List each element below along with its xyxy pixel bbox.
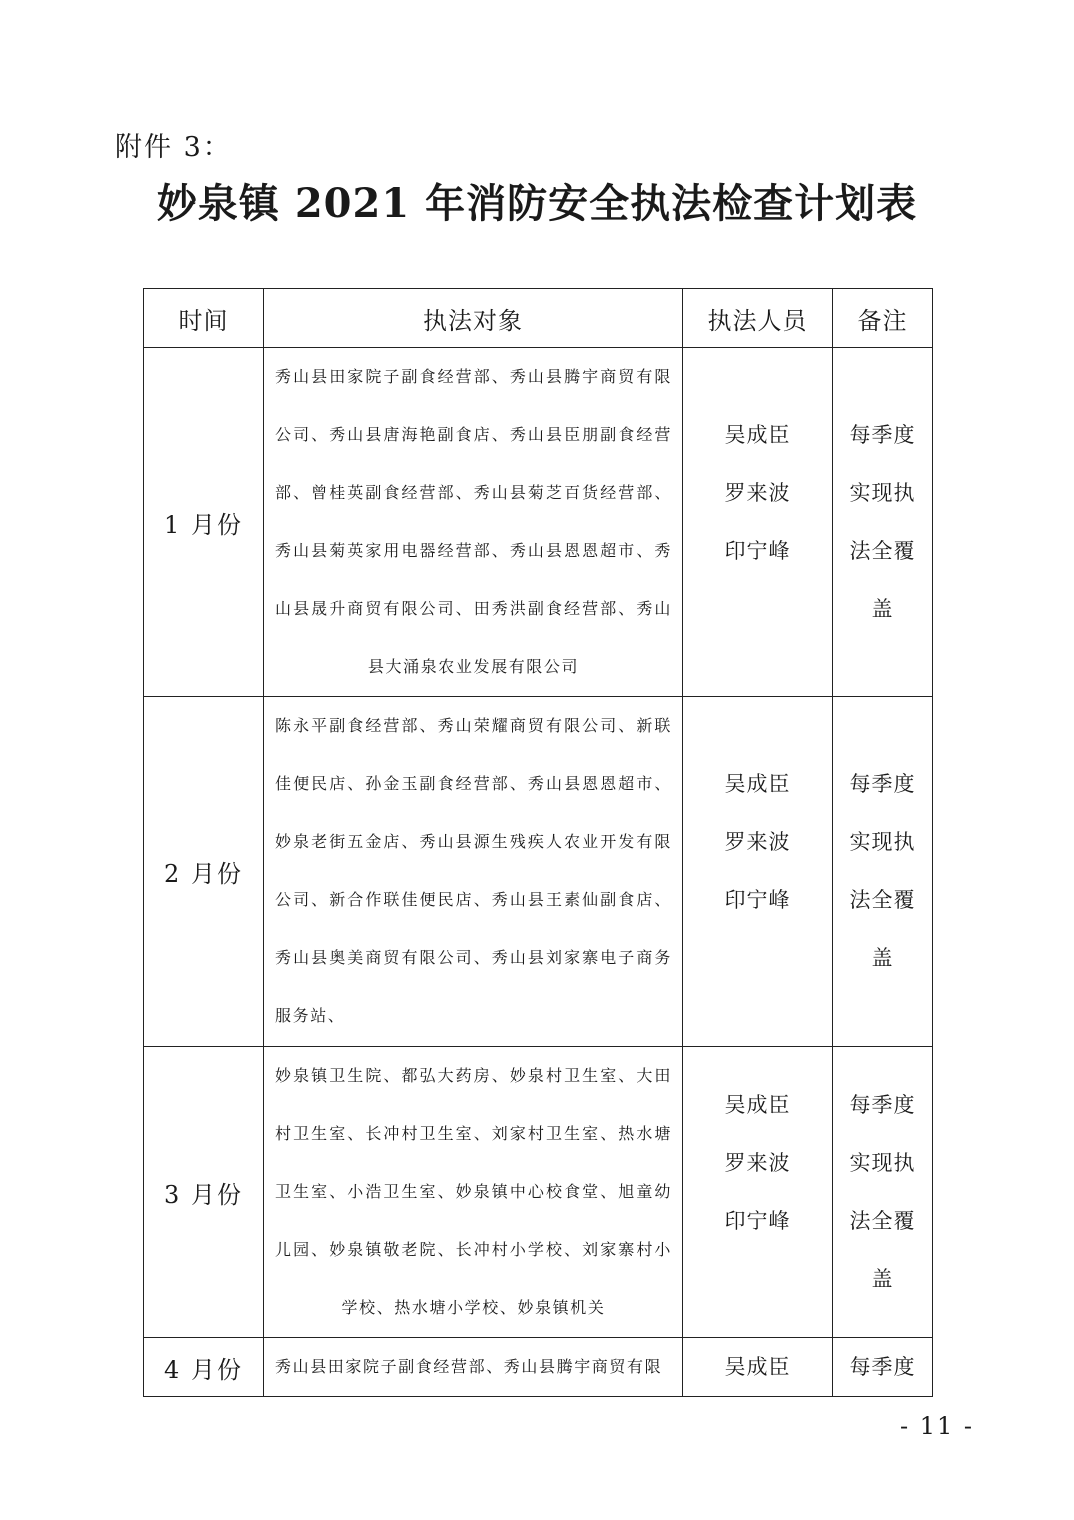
row-staff xyxy=(683,348,833,697)
table-header-row xyxy=(144,289,933,348)
inspection-plan-table xyxy=(143,288,933,1397)
staff-member: 印宁峰 xyxy=(724,539,791,563)
note-text: 每季度 xyxy=(849,1355,916,1379)
table-row xyxy=(144,348,933,697)
row-staff xyxy=(683,1047,833,1338)
row-note xyxy=(833,1047,933,1338)
row-month: 2 月份 xyxy=(144,697,264,1047)
document-title: 妙泉镇 2021 年消防安全执法检查计划表 xyxy=(156,180,918,227)
note-text: 每季度实现执法全覆盖 xyxy=(849,772,916,970)
row-targets: 妙泉镇卫生院、都弘大药房、妙泉村卫生室、大田村卫生室、长冲村卫生室、刘家村卫生室、热水塘卫生室、小浩卫生室、妙泉镇中心校食堂、旭童幼儿园、妙泉镇敬老院、长冲村小学校、刘家寨村小学校、热水塘小学校、妙泉镇机关 xyxy=(264,1047,683,1338)
table-row xyxy=(144,1047,933,1338)
row-month: 1 月份 xyxy=(144,348,264,697)
row-targets: 秀山县田家院子副食经营部、秀山县腾宇商贸有限 xyxy=(264,1338,683,1397)
header-staff: 执法人员 xyxy=(683,289,833,348)
row-targets: 陈永平副食经营部、秀山荣耀商贸有限公司、新联佳便民店、孙金玉副食经营部、秀山县恩恩超市、妙泉老街五金店、秀山县源生残疾人农业开发有限公司、新合作联佳便民店、秀山县王素仙副食店、秀山县奥美商贸有限公司、秀山县刘家寨电子商务服务站、 xyxy=(264,697,683,1047)
staff-member: 罗来波 xyxy=(724,830,791,854)
staff-member: 印宁峰 xyxy=(724,1209,791,1233)
header-note: 备注 xyxy=(833,289,933,348)
staff-member: 吴成臣 xyxy=(724,423,791,447)
note-text: 每季度实现执法全覆盖 xyxy=(849,1093,916,1291)
staff-member: 罗来波 xyxy=(724,481,791,505)
header-target: 执法对象 xyxy=(264,289,683,348)
page-number: - 11 - xyxy=(899,1412,974,1440)
row-note xyxy=(833,1338,933,1397)
attachment-label: 附件 3： xyxy=(115,132,232,163)
staff-member: 吴成臣 xyxy=(724,1093,791,1117)
row-note xyxy=(833,697,933,1047)
row-note xyxy=(833,348,933,697)
table-row xyxy=(144,697,933,1047)
table-row xyxy=(144,1338,933,1397)
row-month: 3 月份 xyxy=(144,1047,264,1338)
staff-member: 罗来波 xyxy=(724,1151,791,1175)
row-targets: 秀山县田家院子副食经营部、秀山县腾宇商贸有限公司、秀山县唐海艳副食店、秀山县臣朋副食经营部、曾桂英副食经营部、秀山县菊芝百货经营部、秀山县菊英家用电器经营部、秀山县恩恩超市、秀山县晟升商贸有限公司、田秀洪副食经营部、秀山县大涌泉农业发展有限公司 xyxy=(264,348,683,697)
row-staff xyxy=(683,697,833,1047)
staff-member: 吴成臣 xyxy=(724,1355,791,1379)
row-staff xyxy=(683,1338,833,1397)
staff-member: 印宁峰 xyxy=(724,888,791,912)
note-text: 每季度实现执法全覆盖 xyxy=(849,423,916,621)
staff-member: 吴成臣 xyxy=(724,772,791,796)
header-time: 时间 xyxy=(144,289,264,348)
row-month: 4 月份 xyxy=(144,1338,264,1397)
